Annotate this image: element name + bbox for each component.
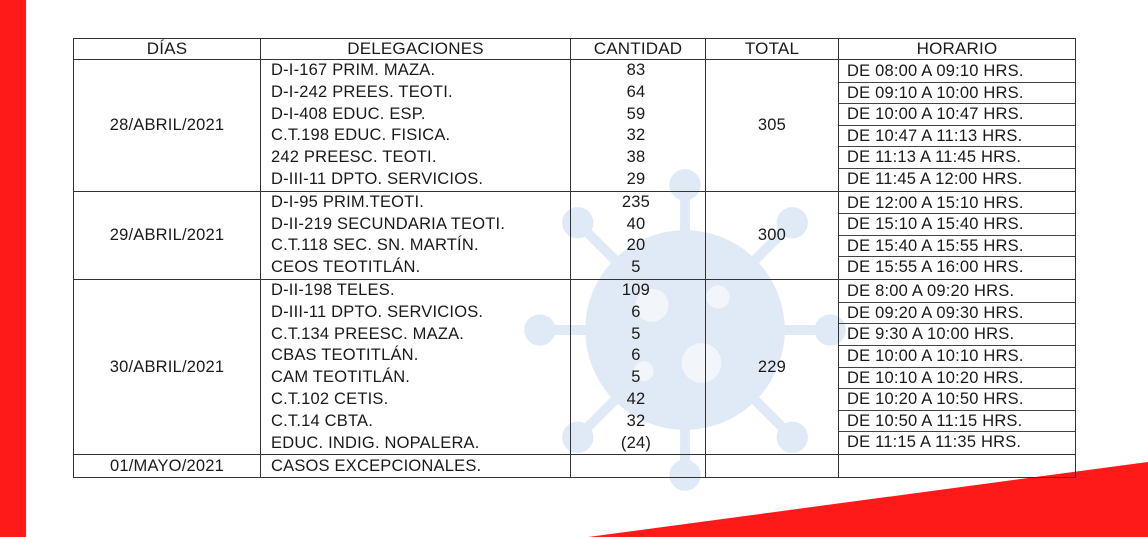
schedule-item: DE 15:10 A 15:40 HRS.	[839, 214, 1075, 236]
schedule-item: DE 11:45 A 12:00 HRS.	[847, 170, 1023, 189]
delegation-item: C.T.14 CBTA.	[271, 411, 374, 430]
delegation-item: C.T.118 SEC. SN. MARTÍN.	[271, 236, 479, 255]
delegation-item: EDUC. INDIG. NOPALERA.	[271, 433, 480, 452]
quantity-item: 38	[626, 148, 646, 167]
day-cell: 29/ABRIL/2021	[74, 191, 261, 279]
schedule-item: DE 10:50 A 11:15 HRS.	[839, 411, 1075, 433]
quantity-item: 32	[626, 126, 646, 145]
left-red-bar	[0, 0, 26, 537]
delegation-item: C.T.102 CETIS.	[271, 389, 389, 408]
quantity-item: 59	[626, 104, 646, 123]
delegation-item: C.T.198 EDUC. FISICA.	[271, 126, 451, 145]
quantity-item: 29	[626, 169, 646, 188]
schedule-item: DE 12:00 A 15:10 HRS.	[839, 193, 1075, 215]
schedule-item: DE 10:47 A 11:13 HRS.	[839, 126, 1075, 148]
delegation-item: D-I-408 EDUC. ESP.	[271, 104, 426, 123]
schedule-item: DE 15:40 A 15:55 HRS.	[839, 236, 1075, 258]
header-schedule: HORARIO	[839, 39, 1076, 60]
delegation-item: CBAS TEOTITLÁN.	[271, 346, 419, 365]
schedule-table	[73, 38, 1076, 478]
delegation-item: CASOS EXCEPCIONALES.	[261, 455, 571, 478]
total-empty-cell	[706, 455, 839, 478]
delegation-item: D-I-95 PRIM.TEOTI.	[271, 192, 425, 211]
quantity-item: 5	[631, 258, 641, 277]
delegation-item: D-III-11 DPTO. SERVICIOS.	[271, 169, 484, 188]
quantity-item: 20	[626, 236, 646, 255]
delegations-cell	[261, 279, 571, 454]
delegation-item: CEOS TEOTITLÁN.	[271, 258, 421, 277]
day-group-01-mayo	[74, 455, 1076, 478]
schedule-item: DE 11:15 A 11:35 HRS.	[847, 433, 1022, 452]
schedule-item: DE 8:00 A 09:20 HRS.	[839, 281, 1075, 303]
day-group-28-abril	[74, 60, 1076, 192]
quantity-item: 64	[626, 82, 646, 101]
schedule-empty-cell	[839, 455, 1076, 478]
quantity-item: 235	[621, 192, 651, 211]
quantity-item: 32	[626, 411, 646, 430]
total-cell: 300	[706, 191, 839, 279]
schedule-item: DE 10:00 A 10:10 HRS.	[839, 346, 1075, 368]
delegations-cell	[261, 191, 571, 279]
header-delegations: DELEGACIONES	[261, 39, 571, 60]
day-cell: 01/MAYO/2021	[74, 455, 261, 478]
quantity-empty-cell	[571, 455, 706, 478]
quantity-item: 5	[631, 324, 641, 343]
day-cell: 28/ABRIL/2021	[74, 60, 261, 192]
quantity-item: 83	[626, 61, 646, 79]
delegation-item: D-II-198 TELES.	[271, 280, 395, 299]
header-quantity: CANTIDAD	[571, 39, 706, 60]
schedule-item: DE 09:10 A 10:00 HRS.	[839, 83, 1075, 105]
schedule-item: DE 9:30 A 10:00 HRS.	[839, 324, 1075, 346]
schedule-item: DE 10:20 A 10:50 HRS.	[839, 389, 1075, 411]
quantity-item: (24)	[620, 433, 652, 452]
quantity-item: 109	[621, 280, 651, 299]
delegation-item: C.T.134 PREESC. MAZA.	[271, 324, 465, 343]
day-group-29-abril	[74, 191, 1076, 279]
quantities-cell	[571, 60, 706, 192]
schedules-cell	[839, 191, 1076, 279]
delegation-item: D-I-242 PREES. TEOTI.	[271, 82, 453, 101]
quantity-item: 5	[631, 368, 641, 387]
quantity-item: 40	[626, 214, 646, 233]
delegation-item: D-III-11 DPTO. SERVICIOS.	[271, 302, 484, 321]
total-cell: 229	[706, 279, 839, 454]
quantity-item: 6	[631, 302, 641, 321]
delegation-item: D-II-219 SECUNDARIA TEOTI.	[271, 214, 506, 233]
total-cell: 305	[706, 60, 839, 192]
schedule-item: DE 08:00 A 09:10 HRS.	[839, 61, 1075, 83]
day-group-30-abril	[74, 279, 1076, 454]
schedule-item: DE 15:55 A 16:00 HRS.	[847, 258, 1024, 277]
delegation-item: 242 PREESC. TEOTI.	[271, 148, 437, 167]
schedule-item: DE 10:10 A 10:20 HRS.	[839, 368, 1075, 390]
schedules-cell	[839, 279, 1076, 454]
day-cell: 30/ABRIL/2021	[74, 279, 261, 454]
quantities-cell	[571, 191, 706, 279]
header-days: DÍAS	[74, 39, 261, 60]
schedules-cell	[839, 60, 1076, 192]
delegation-item: CAM TEOTITLÁN.	[271, 368, 411, 387]
schedule-item: DE 09:20 A 09:30 HRS.	[839, 303, 1075, 325]
header-total: TOTAL	[706, 39, 839, 60]
schedule-item: DE 10:00 A 10:47 HRS.	[839, 104, 1075, 126]
schedule-item: DE 11:13 A 11:45 HRS.	[839, 147, 1075, 169]
quantity-item: 42	[626, 389, 646, 408]
quantities-cell	[571, 279, 706, 454]
delegation-item: D-I-167 PRIM. MAZA.	[271, 61, 436, 79]
header-row	[74, 39, 1076, 60]
quantity-item: 6	[631, 346, 641, 365]
delegations-cell	[261, 60, 571, 192]
